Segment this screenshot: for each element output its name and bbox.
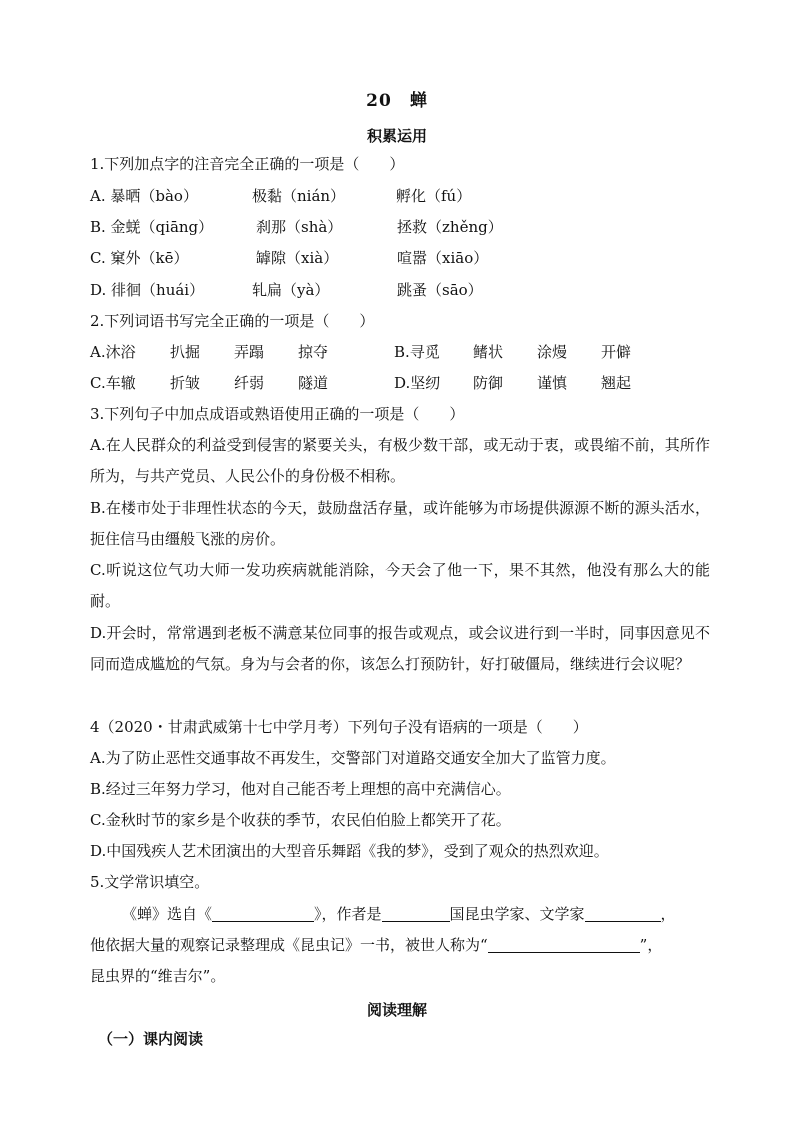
q2-word: 涂熳 [537,343,568,361]
q3-option-a: A.在人民群众的利益受到侵害的紧要关头，有极少数干部，或无动于衷，或畏缩不前，其所作所为，与共产党员、人民公仆的身份极不相称。 [90,436,710,485]
q3-option-b: B.在楼市处于非理性状态的今天，鼓励盘活存量，或许能够为市场提供源源不断的源头活水，扼住信马由缰般飞涨的房价。 [90,499,710,548]
q1-option-b-1: B. 金蜣（qiāng） [90,218,214,236]
q5-text: 》，作者是 [314,905,382,923]
q3-stem: 3.下列句子中加点成语或熟语使用正确的一项是（ ） [90,405,465,423]
q2-word: 折皱 [170,374,201,392]
q5-text: 国昆虫学家、文学家 [449,905,585,923]
q5-text: 《蝉》选自《 [122,905,213,923]
q2-word: B.寻觅 [394,343,440,361]
q1-option-c-1: C. 窠外（kē） [90,249,189,267]
q1-option-a-3: 孵化（fú） [396,187,472,205]
q4-option-b: B.经过三年努力学习，他对自己能否考上理想的高中充满信心。 [90,780,511,798]
q5-line-2 [90,935,662,955]
subsection-heading-in-class-reading: （一）课内阅读 [98,1030,204,1048]
q2-word: A.沐浴 [90,343,136,361]
q3-option-c: C.听说这位气功大师一发功疾病就能消除，今天会了他一下，果不其然，他没有那么大的能耐。 [90,561,710,610]
q2-word: 隧道 [298,374,329,392]
q5-text: ， [660,905,676,923]
q2-word: 纤弱 [234,374,265,392]
q2-word: 扒掘 [170,343,201,361]
q5-line-1 [122,904,676,924]
q2-word: 翘起 [601,374,632,392]
q1-option-a-1: A. 暴晒（bào） [90,187,198,205]
q1-option-d-1: D. 徘徊（huái） [90,281,205,299]
page-title: 20 蝉 [366,91,428,111]
q2-word: 掠夺 [298,343,329,361]
q1-option-b-3: 拯救（zhěng） [397,218,503,236]
q2-word: C.车辙 [90,374,136,392]
q5-text: 他依据大量的观察记录整理成《昆虫记》一书，被世人称为“ [90,936,488,954]
q2-word: 鳍状 [473,343,504,361]
q1-option-c-3: 喧嚣（xiāo） [397,249,489,267]
q2-word: 防御 [473,374,504,392]
q4-option-a: A.为了防止恶性交通事故不再发生，交警部门对道路交通安全加大了监管力度。 [90,749,616,767]
q4-option-c: C.金秋时节的家乡是个收获的季节，农民伯伯脸上都笑开了花。 [90,811,511,829]
q4-option-d: D.中国残疾人艺术团演出的大型音乐舞蹈《我的梦》，受到了观众的热烈欢迎。 [90,842,609,860]
q1-option-a-2: 极黏（nián） [252,187,346,205]
fill-blank-nickname[interactable] [488,936,640,953]
q1-option-d-3: 跳蚤（sāo） [397,281,483,299]
fill-blank-author-country[interactable] [382,905,450,922]
q2-word: 弄蹋 [234,343,265,361]
q2-word: D.坚纫 [394,374,441,392]
q1-option-d-2: 轧扁（yà） [252,281,330,299]
q2-stem: 2.下列词语书写完全正确的一项是（ ） [90,312,375,330]
fill-blank-source-book[interactable] [212,905,314,922]
q3-option-d: D.开会时，常常遇到老板不满意某位同事的报告或观点，或会议进行到一半时，同事因意见不同而造成尴尬的气氛。身为与会者的你，该怎么打预防针，好打破僵局，继续进行会议呢？ [90,624,710,673]
q5-line-3: 昆虫界的“维吉尔”。 [90,967,226,985]
q5-text: ”， [639,936,663,954]
section-heading-accumulate: 积累运用 [366,127,427,145]
q4-stem: 4（2020・甘肃武威第十七中学月考）下列句子没有语病的一项是（ ） [90,718,588,736]
q2-word: 开僻 [601,343,632,361]
fill-blank-author-name[interactable] [585,905,661,922]
q1-stem: 1.下列加点字的注音完全正确的一项是（ ） [90,155,405,173]
section-heading-reading: 阅读理解 [366,1001,427,1019]
q2-word: 谨慎 [537,374,568,392]
q1-option-b-2: 刹那（shà） [256,218,343,236]
q1-option-c-2: 罅隙（xià） [256,249,339,267]
q5-stem: 5.文学常识填空。 [90,873,210,891]
